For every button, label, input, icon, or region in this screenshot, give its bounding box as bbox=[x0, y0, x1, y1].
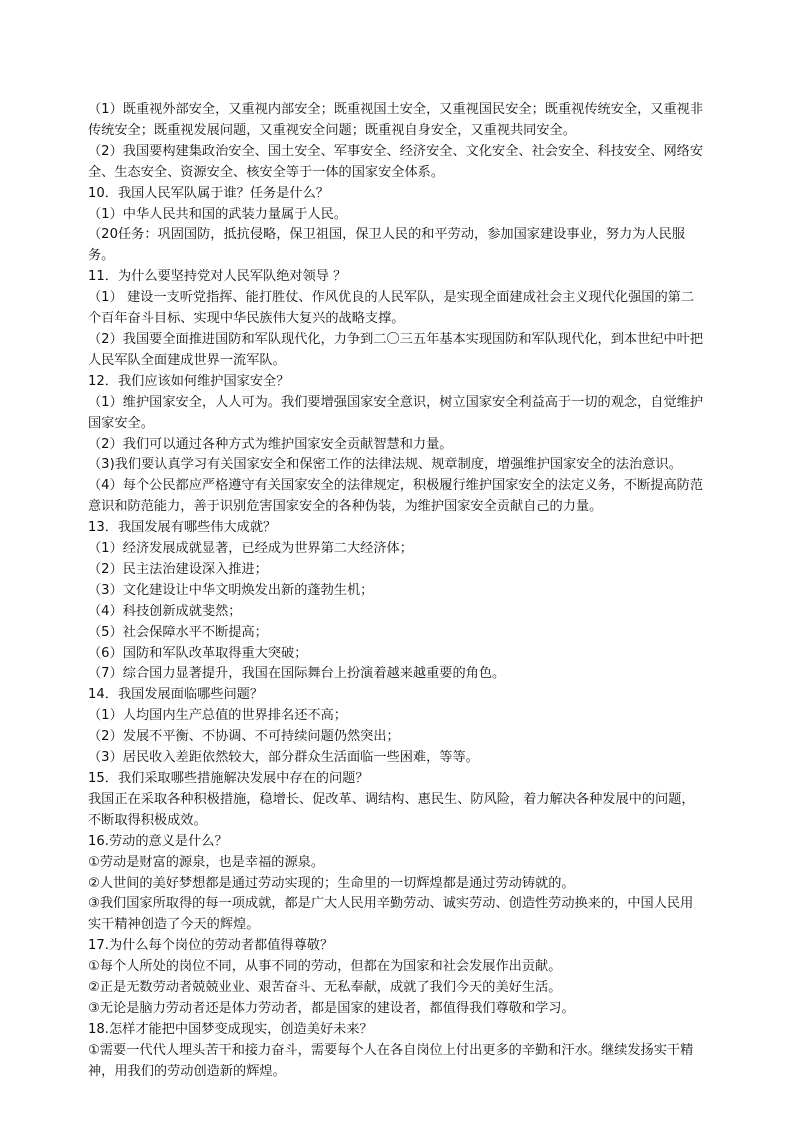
answer-11-2: （2）我国要全面推进国防和军队现代化，力争到二〇三五年基本实现国防和军队现代化，到本世纪中叶把人民军队全面建成世界一流军队。 bbox=[88, 331, 704, 368]
answer-13-4: （4）科技创新成就斐然； bbox=[88, 603, 242, 619]
answer-12-4: （4）每个公民都应严格遵守有关国家安全的法律规定，积极履行维护国家安全的法定义务，不断提高防范意识和防范能力，善于识别危害国家安全的各种伪装，为维护国家安全贡献自己的力量。 bbox=[88, 478, 704, 515]
answer-16-1: ①劳动是财富的源泉，也是幸福的源泉。 bbox=[88, 854, 325, 870]
answer-16-2: ②人世间的美好梦想都是通过劳动实现的；生命里的一切辉煌都是通过劳动铸就的。 bbox=[88, 875, 575, 891]
answer-15: 我国正在采取各种积极措施，稳增长、促改革、调结构、惠民生、防风险，着力解决各种发展中的问题，不断取得积极成效。 bbox=[88, 791, 695, 828]
question-16: 16.劳动的意义是什么？ bbox=[88, 833, 228, 849]
answer-18-1: ①需要一代代人埋头苦干和接力奋斗，需要每个人在各自岗位上付出更多的辛勤和汗水。继续发扬实干精神，用我们的劳动创造新的辉煌。 bbox=[88, 1042, 694, 1079]
answer-14-1: （1）人均国内生产总值的世界排名还不高； bbox=[88, 708, 347, 724]
question-11: 11．为什么要坚持党对人民军队绝对领导 ？ bbox=[88, 269, 347, 285]
document-page bbox=[88, 100, 706, 1083]
question-15: 15．我们采取哪些措施解决发展中存在的问题？ bbox=[88, 771, 369, 786]
answer-13-5: （5）社会保障水平不断提高； bbox=[88, 624, 268, 640]
question-14: 14．我国发展面临哪些问题？ bbox=[88, 687, 264, 703]
question-10: 10．我国人民军队属于谁？任务是什么？ bbox=[88, 185, 329, 201]
answer-12-2: （2）我们可以通过各种方式为维护国家安全贡献智慧和力量。 bbox=[88, 436, 453, 452]
answer-11-1: （1） 建设一支听党指挥、能打胜仗、作风优良的人民军队，是实现全面建成社会主义现代化强国的第二个百年奋斗目标、实现中华民族伟大复兴的战略支撑。 bbox=[88, 290, 695, 327]
answer-13-1: （1）经济发展成就显著，已经成为世界第二大经济体； bbox=[88, 541, 413, 557]
answer-14-2: （2）发展不平衡、不协调、不可持续问题仍然突出； bbox=[88, 729, 400, 745]
answer-16-3: ③我们国家所取得的每一项成就，都是广大人民用辛勤劳动、诚实劳动、创造性劳动换来的，中国人民用实干精神创造了今天的辉煌。 bbox=[88, 896, 694, 933]
answer-12-3: （3)我们要认真学习有关国家安全和保密工作的法律法规、规章制度，增强维护国家安全的法治意识。 bbox=[88, 457, 682, 473]
answer-13-6: （6）国防和军队改革取得重大突破； bbox=[88, 645, 308, 661]
answer-13-3: （3）文化建设让中华文明焕发出新的蓬勃生机； bbox=[88, 582, 374, 598]
answer-17-2: ②正是无数劳动者兢兢业业、艰苦奋斗、无私奉献，成就了我们今天的美好生活。 bbox=[88, 980, 562, 996]
answer-17-3: ③无论是脑力劳动者还是体力劳动者，都是国家的建设者，都值得我们尊敬和学习。 bbox=[88, 1000, 575, 1016]
answer-17-1: ①每个人所处的岗位不同，从事不同的劳动，但都在为国家和社会发展作出贡献。 bbox=[88, 959, 562, 975]
question-12: 12．我们应该如何维护国家安全？ bbox=[88, 373, 290, 389]
answer-12-1: （1）维护国家安全，人人可为。我们要增强国家安全意识，树立国家安全利益高于一切的观念，自觉维护国家安全。 bbox=[88, 394, 704, 431]
answer-10-2: （20任务：巩固国防，抵抗侵略，保卫祖国，保卫人民的和平劳动，参加国家建设事业，努力为人民服务。 bbox=[88, 227, 686, 264]
answer-14-3: （3）居民收入差距依然较大，部分群众生活面临一些困难，等等。 bbox=[88, 750, 479, 766]
paragraph-security-1: （1）既重视外部安全，又重视内部安全；既重视国土安全，又重视国民安全；既重视传统安全，又重视非传统安全；既重视发展问题，又重视安全问题；既重视自身安全，又重视共同安全。 bbox=[88, 102, 704, 138]
question-13: 13．我国发展有哪些伟大成就？ bbox=[88, 520, 277, 536]
answer-13-2: （2）民主法治建设深入推进； bbox=[88, 561, 268, 577]
question-18: 18.怎样才能把中国梦变成现实，创造美好未来？ bbox=[88, 1021, 373, 1037]
paragraph-security-2: （2）我国要构建集政治安全、国土安全、军事安全、经济安全、文化安全、社会安全、科技安全、网络安全、生态安全、资源安全、核安全等于一体的国家安全体系。 bbox=[88, 143, 704, 180]
answer-13-7: （7）综合国力显著提升，我国在国际舞台上扮演着越来越重要的角色。 bbox=[88, 666, 506, 682]
answer-10-1: （1）中华人民共和国的武装力量属于人民。 bbox=[88, 206, 347, 222]
question-17: 17.为什么每个岗位的劳动者都值得尊敬？ bbox=[88, 938, 334, 954]
